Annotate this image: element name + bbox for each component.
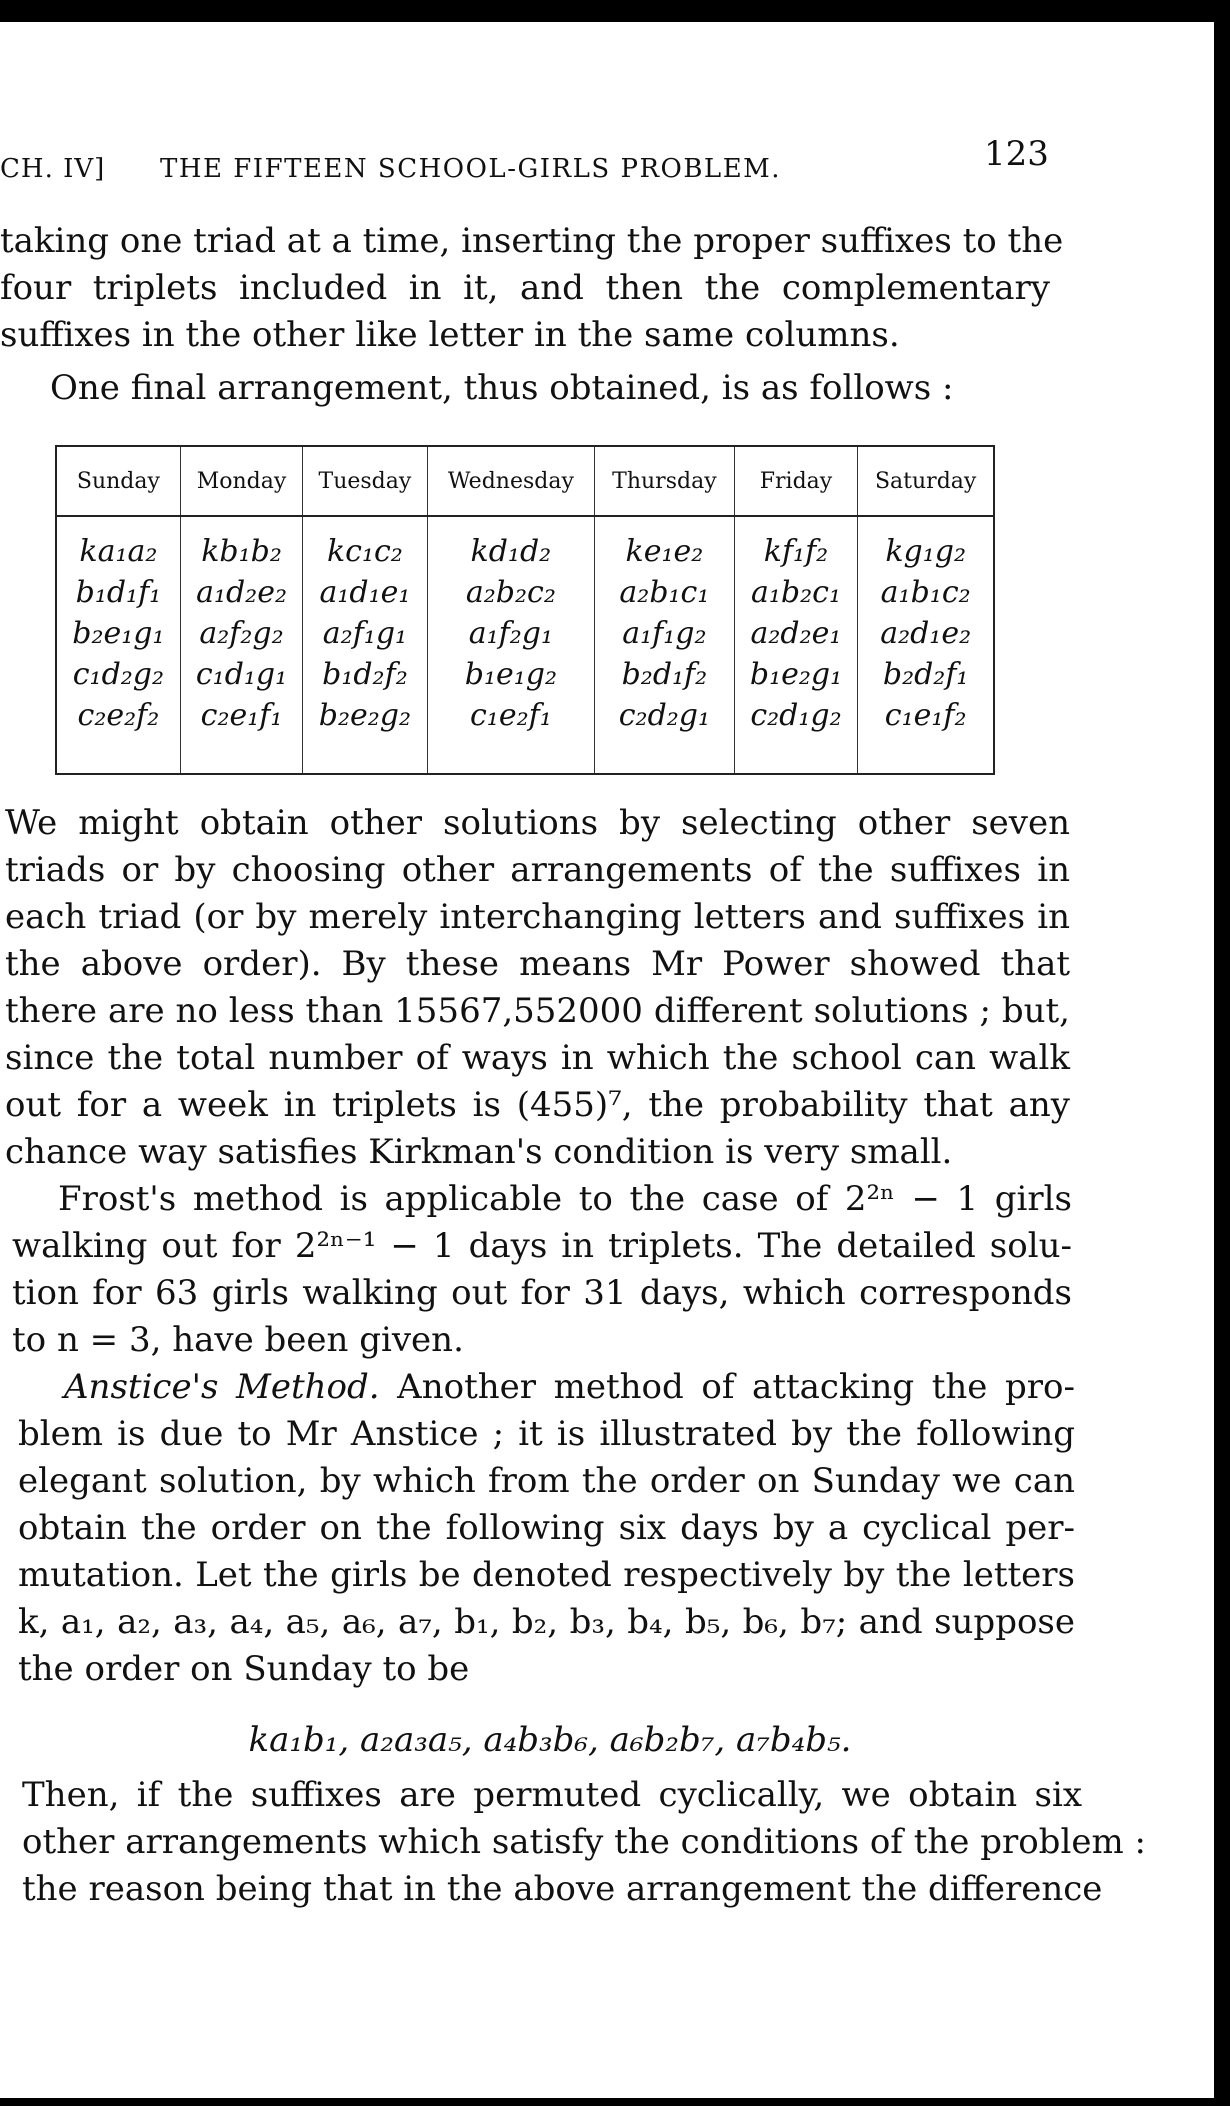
header-saturday: Saturday [858, 446, 994, 516]
text-line: the reason being that in the above arrangement the difference [22, 1869, 1103, 1909]
header-tuesday: Tuesday [303, 446, 427, 516]
thursday-column [595, 516, 735, 774]
scan-edge-right [1214, 0, 1230, 2106]
text-line: walking out for 2²ⁿ⁻¹ − 1 days in triplets. The detailed solu- [12, 1226, 1072, 1266]
table-header-row [56, 446, 994, 516]
triplet: kg₁g₂ [885, 534, 966, 569]
text-line: Then, if the suffixes are permuted cyclically, we obtain six [22, 1775, 1082, 1815]
paragraph-cyclical-permutation [22, 1772, 1146, 1913]
triplet: c₁e₁f₂ [884, 698, 967, 733]
text-line: taking one triad at a time, inserting the proper suffixes to the [0, 221, 1064, 261]
triplet: a₁b₂c₁ [751, 575, 841, 610]
text-line: four triplets included in it, and then the complementary [0, 268, 1050, 308]
text-line: the above order). By these means Mr Power showed that [5, 944, 1070, 984]
monday-column [180, 516, 302, 774]
text-line: there are no less than 15567,552000 different solutions ; but, [5, 991, 1070, 1031]
triplet: b₁e₁g₂ [464, 657, 557, 692]
intro-paragraph [0, 218, 1064, 359]
sunday-column [56, 516, 180, 774]
triplet: kf₁f₂ [763, 534, 829, 569]
text-line: out for a week in triplets is (455)⁷, the probability that any [5, 1085, 1070, 1125]
wednesday-column [427, 516, 595, 774]
paragraph-other-solutions [5, 800, 1070, 1176]
paragraph-anstice-method [18, 1364, 1075, 1693]
intro-final-line [50, 365, 1050, 412]
triplet: b₁d₂f₂ [322, 657, 408, 692]
text-line: the order on Sunday to be [18, 1649, 470, 1689]
triplet: c₁e₂f₁ [470, 698, 552, 733]
text-line: tion for 63 girls walking out for 31 days, which corresponds [12, 1273, 1072, 1313]
section-heading: Anstice's Method. [64, 1367, 380, 1407]
scan-edge-bottom [0, 2098, 1230, 2106]
triplet: kc₁c₂ [327, 534, 403, 569]
triplet: c₂e₂f₂ [77, 698, 160, 733]
text-line: Frost's method is applicable to the case of 2²ⁿ − 1 girls [58, 1179, 1072, 1219]
triplet: a₂f₂g₂ [199, 616, 284, 651]
triplet: ke₁e₂ [625, 534, 704, 569]
saturday-column [858, 516, 994, 774]
text-line: obtain the order on the following six days by a cyclical per- [18, 1508, 1075, 1548]
text-line [18, 1364, 1075, 1411]
triplet: a₂b₁c₁ [619, 575, 710, 610]
page-number: 123 [984, 134, 1049, 174]
triplet: c₂d₂g₁ [618, 698, 711, 733]
triplet: a₂f₁g₁ [322, 616, 408, 651]
friday-column [734, 516, 858, 774]
text-line: k, a₁, a₂, a₃, a₄, a₅, a₆, a₇, b₁, b₂, b₃, b₄, b₅, b₆, b₇; and suppose [18, 1602, 1075, 1642]
paragraph-frost-method [12, 1176, 1072, 1364]
text-line: each triad (or by merely interchanging letters and suffixes in [5, 897, 1070, 937]
triplet: kb₁b₂ [201, 534, 282, 569]
text-line: blem is due to Mr Anstice ; it is illustrated by the following [18, 1414, 1075, 1454]
triplet: a₂d₁e₂ [880, 616, 972, 651]
text-line: triads or by choosing other arrangements of the suffixes in [5, 850, 1070, 890]
header-wednesday: Wednesday [427, 446, 595, 516]
triplet: a₁b₁c₂ [880, 575, 971, 610]
triplet: c₁d₂g₂ [72, 657, 165, 692]
text-line: to n = 3, have been given. [12, 1320, 464, 1360]
table-body-row [56, 516, 994, 774]
text-line: elegant solution, by which from the order on Sunday we can [18, 1461, 1075, 1501]
text-line: suffixes in the other like letter in the same columns. [0, 315, 900, 355]
triplet: a₁d₂e₂ [196, 575, 287, 610]
text-line: chance way satisfies Kirkman's condition is very small. [5, 1132, 953, 1172]
page-title: THE FIFTEEN SCHOOL-GIRLS PROBLEM. [160, 154, 782, 184]
text-fragment: Another method of attacking the pro- [379, 1367, 1075, 1407]
triplet: b₂d₁f₂ [621, 657, 708, 692]
triplet: b₂e₁g₁ [72, 616, 165, 651]
text-line: other arrangements which satisfy the conditions of the problem : [22, 1822, 1146, 1862]
triplet: b₁e₂g₁ [749, 657, 843, 692]
triplet: a₁f₁g₂ [622, 616, 707, 651]
text-line: since the total number of ways in which the school can walk [5, 1038, 1070, 1078]
chapter-label: CH. IV] [0, 154, 106, 184]
scan-edge-top [0, 0, 1230, 22]
triplet: b₂e₂g₂ [318, 698, 412, 733]
triplet: a₁f₂g₁ [468, 616, 554, 651]
header-thursday: Thursday [595, 446, 735, 516]
arrangement-table [55, 445, 995, 775]
header-friday: Friday [734, 446, 858, 516]
running-header [0, 130, 1060, 190]
triplet: c₂d₁g₂ [750, 698, 842, 733]
text-line: mutation. Let the girls be denoted respectively by the letters [18, 1555, 1075, 1595]
triplet: c₂e₁f₁ [200, 698, 283, 733]
triplet: ka₁a₂ [79, 534, 158, 569]
sunday-order-formula: ka₁b₁, a₂a₃a₅, a₄b₃b₆, a₆b₂b₇, a₇b₄b₅. [248, 1720, 852, 1760]
header-monday: Monday [180, 446, 302, 516]
triplet: b₁d₁f₁ [75, 575, 162, 610]
triplet: a₂d₂e₁ [750, 616, 842, 651]
text-line: We might obtain other solutions by selecting other seven [5, 803, 1070, 843]
triplet: kd₁d₂ [470, 534, 552, 569]
triplet: c₁d₁g₁ [195, 657, 288, 692]
triplet: a₂b₂c₂ [465, 575, 556, 610]
text-line: One final arrangement, thus obtained, is as follows : [50, 368, 954, 408]
triplet: b₂d₂f₁ [882, 657, 969, 692]
triplet: a₁d₁e₁ [319, 575, 411, 610]
header-sunday: Sunday [56, 446, 180, 516]
tuesday-column [303, 516, 427, 774]
